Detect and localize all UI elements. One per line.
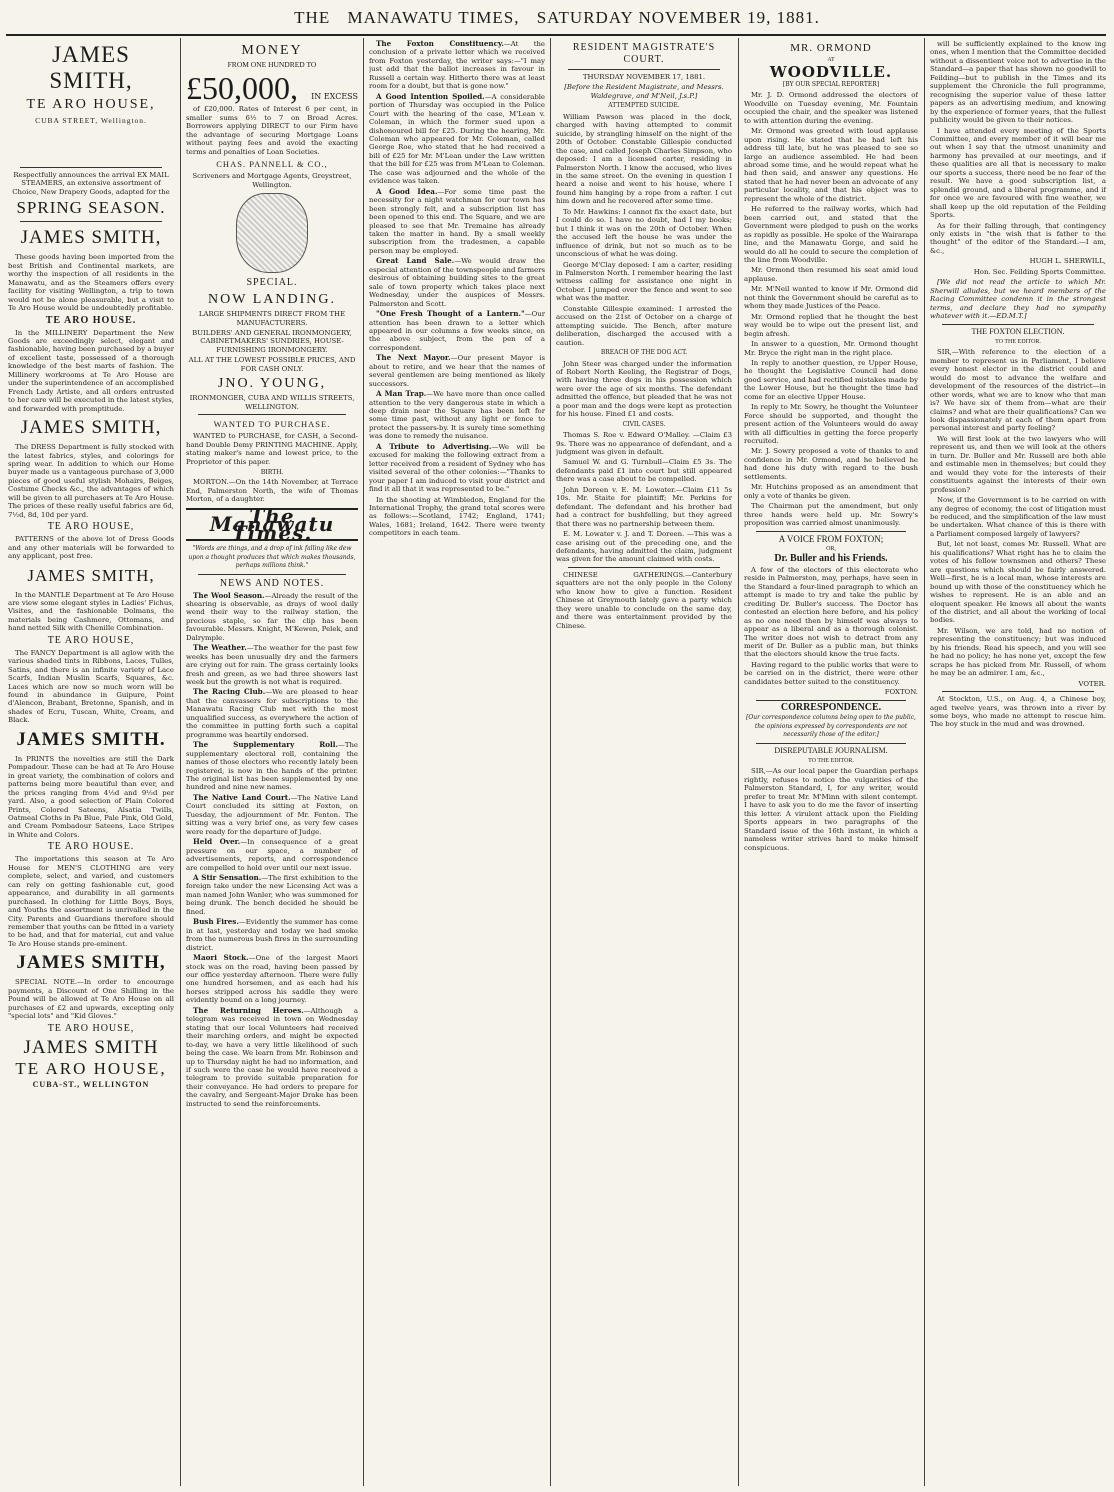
- letter-text: I have attended every meeting of the Sports Committee, and every member of it will bear me out when I say that the utmost unanimity and harmony has prevailed at our meetings, and if these qualities are all that is necessary to make our sports a success, there need be no fear of the result. We have a good subscription list, a splendid ground, and a liberal programme, and if for once we are favoured with fine weather, we shall keep up the old reputation of the Feilding Sports.: [930, 126, 1106, 220]
- separator: [756, 700, 906, 701]
- editor-note: [Our correspondence columns being open to the public, the opinions expressed by correspondents are not necessarily those of the editor.]: [746, 714, 916, 739]
- section-heading: WOODVILLE.: [769, 63, 893, 82]
- letter-text: We will first look at the two lawyers who will represent us, and then we will look at the others in turn. Dr. Buller and Mr. Russell are both able and estimable men in themselves; but could they and would they vote for the interests of their constituents against the interests of their own profession?: [930, 434, 1106, 494]
- report-text: In reply to Mr. Sowry, he thought the Volunteer Force should be supported, and thought the present action of the Volunteers would do away with all difficulties in getting the force properly recruited.: [744, 403, 918, 446]
- report-text: CHINESE GATHERINGS.—Canterbury squatters are not the only people in the Colony who know how to give a function. Resident Chinese at Greymouth lately gave a party which they were unable to conclude on the same day, and there was entertainment provided by the Chinese.: [556, 570, 732, 630]
- ad-text: BUILDERS' AND GENERAL IRONMONGERY, CABINETMAKERS' SUNDRIES, HOUSE-FURNISHING IRONMONGERY.: [192, 328, 352, 354]
- news-headline: "One Fresh Thought of a Lantern.": [376, 309, 525, 319]
- ad-text: In PRINTS the novelties are still the Dark Pompadour. These can be had at Te Aro House in great variety, the combination of colors and patterns being more beautiful than ever, and the prices ranging from 4½d and 9½d per yard. Also, a good selection of Plain Colored Prints, Colored Sateens, Alsatia Twills, Oatmeal Cloths in Pa Blue, Pale Pink, Old Gold, and Cream Pombadour Sateens, Lace Stripes in White and Colors.: [8, 754, 174, 839]
- column-divider: [550, 38, 551, 1486]
- ad-text: The FANCY Department is all aglow with the various shaded tints in Ribbons, Laces, Tulles, Satins, and there is an infinite variety of Lace Scarfs, Indian Muslin Scarfs, Squares, &c. Laces which are now so much worn will be found in abundance in Guipure, Point d'Alencon, Brabant, Bretonne, Spanish, and in shades of Ecru, Tuscan, White, Cream, and Black.: [8, 648, 174, 725]
- ad-subheading: IN EXCESS: [311, 92, 358, 102]
- news-item: [369, 257, 545, 308]
- news-item: [369, 310, 545, 352]
- news-headline: Held Over.: [193, 837, 241, 847]
- news-item: [186, 918, 358, 952]
- news-text: At Stockton, U.S., on Aug. 4, a Chinese boy, aged twelve years, was thrown into a river by some boys, who made no attempt to rescue him. The boy stuck in the mud and was drowned.: [930, 695, 1106, 729]
- ad-heading: TE ARO HOUSE,: [15, 1058, 167, 1078]
- separator: [198, 414, 346, 415]
- news-item: [369, 354, 545, 388]
- news-headline: The Next Mayor.: [376, 353, 451, 363]
- report-text: The Chairman put the amendment, but only three hands were held up. Mr. Sowry's proposition was carried almost unanimously.: [744, 502, 918, 528]
- letter-text: SIR,—With reference to the election of a member to represent us in Parliament, I believe every honest elector in the district could and would do most to advance the welfare and development of the resources of the district—in other words, what we are to know who that man is? We have six of them from—what are their claims? and what are their qualifications? Can we look dispassionately at each of them apart from personal interest and party feeling?: [930, 348, 1106, 433]
- masthead-left: THE: [294, 8, 331, 27]
- section-heading: RESIDENT MAGISTRATE'S COURT.: [572, 42, 716, 65]
- ad-text: Scriveners and Mortgage Agents, Greystreet, Wellington.: [192, 172, 352, 189]
- news-headline: A Good Idea.: [376, 186, 438, 196]
- column-divider: [738, 38, 739, 1486]
- report-text: Mr. Ormond then resumed his seat amid loud applause.: [744, 266, 918, 283]
- letter-heading: THE FOXTON ELECTION.: [971, 326, 1065, 336]
- letter-text: SIR,—As our local paper the Guardian perhaps rightly, refuses to notice the vulgarities of the Palmerston Standard, I, for any writer, would prefer to treat Mr. M'Minn with silent contempt. I have to ask you to do me the favor of inserting this letter. A virulent attack upon the Fielding Sports appears in two paragraphs of the Standard issue of the 16th instant, in which a nameless writer strives hard to make himself conspicuous.: [744, 767, 918, 852]
- column-1: [8, 40, 174, 1486]
- separator: [942, 691, 1094, 692]
- news-item: [186, 592, 358, 643]
- separator: [942, 324, 1094, 325]
- court-note: [Before the Resident Magistrate, and Messrs. Waldegrave, and M'Neil, J.s.P.]: [564, 83, 724, 100]
- signature: HUGH L. SHERWILL,: [1029, 257, 1106, 266]
- separator: [20, 221, 162, 222]
- ad-heading: SPRING SEASON.: [16, 198, 166, 218]
- section-heading: A VOICE FROM FOXTON;: [778, 533, 884, 544]
- letter-heading: DISREPUTABLE JOURNALISM.: [774, 745, 888, 755]
- report-text: Mr. J. Sowry proposed a vote of thanks to and confidence in Mr. Ormond, and he believed he had done his duty with regard to the bush settlements.: [744, 447, 918, 481]
- byline: [BY OUR SPECIAL REPORTER]: [782, 80, 880, 88]
- column-6: [930, 40, 1106, 1486]
- news-text: —At the conclusion of a private letter which we received from Foxton yesterday, the writer says:—"I may just add that the ballot increases in favour in Russell a certain way. Hitherto there was at least room for a doubt, but that is gone now.": [369, 40, 545, 91]
- court-date: THURSDAY NOVEMBER 17, 1881.: [582, 73, 706, 81]
- news-item: [186, 741, 358, 792]
- section-subheading: AT: [827, 57, 835, 63]
- ad-text: In the MILLINERY Department the New Goods are exceedingly select, elegant and fashionable, having been purchased by a buyer of excellent taste, possessed of a thorough knowledge of the best marts of fashion. The Millinery workrooms at Te Aro House are under the superintendence of an accomplished French Lady Artiste, and all orders entrusted to her care will be executed in the latest styles, and forwarded with promptitude.: [8, 328, 174, 413]
- news-headline: A Man Trap.: [376, 389, 427, 399]
- signature: FOXTON.: [884, 688, 918, 697]
- news-item: [369, 93, 545, 186]
- ad-heading: TE ARO HOUSE,: [47, 1022, 135, 1034]
- separator: [756, 531, 906, 532]
- report-text: Mr. J. D. Ormond addressed the electors of Woodville on Tuesday evening, Mr. Fountain occupied the chair, and the speaker was listened to with attention during the evening.: [744, 91, 918, 125]
- letter-salutation: TO THE EDITOR.: [808, 757, 854, 764]
- ad-text: IRONMONGER, CUBA AND WILLIS STREETS, WELLINGTON.: [189, 394, 355, 411]
- report-text: In reply to another question, re Upper House, he thought the Legislative Council had done good service, and had rectified mistakes made by the Lower House, but he thought the time had come for an elective Upper House.: [744, 358, 918, 401]
- report-text: Mr. Ormond replied that he thought the best way would be to wipe out the present list, and begin afresh.: [744, 312, 918, 338]
- column-divider: [924, 38, 925, 1486]
- news-text: —Evidently the summer has come in at last, yesterday and today we had smoke from the numerous bush fires in the surrounding district.: [186, 918, 358, 952]
- news-text: —A considerable portion of Thursday was occupied in the Police Court with the hearing of the case, M'Lean v. Coleman, in which the former sued upon a dishonoured bill for £25. During the hearing, Mr. Coleman who appeared for Mr. Coleman, called George Roe, who stated that he had received a bill of £25 for Mr. M'Lean under the Law written that the bill for £25 was from M'Lean to Coleman. The case was adjourned and the whole of the evidence was taken.: [369, 92, 545, 186]
- report-text: George M'Clay deposed: I am a carter, residing in Palmerston North. I remember hearing the last witness calling for assistance one night in October. I jumped over the fence and went to see what was the matter.: [556, 260, 732, 303]
- news-item: [186, 874, 358, 916]
- ad-heading: JNO. YOUNG,: [217, 376, 327, 392]
- ad-text: PATTERNS of the above lot of Dress Goods and any other materials will be forwarded to any applicant, post free.: [8, 535, 174, 561]
- ad-heading: JAMES SMITH: [23, 1036, 159, 1058]
- newspaper-logo: The Manawatu Times.: [186, 508, 358, 541]
- news-item: [369, 188, 545, 256]
- section-heading: MR. ORMOND: [790, 42, 872, 54]
- ad-text: The DRESS Department is fully stocked with the latest fabrics, styles, and colorings for spring wear. In addition to which our Home buyer made us a vantageous purchase of 3,000 pieces of good useful stylish Mohairs, Beiges, Costume Checks &c., the advantages of which will be given to all purchasers at Te Aro House. The prices of these really useful fabrics are 6d, 7½d, 8d, 10d per yard.: [8, 443, 174, 519]
- news-item: [186, 954, 358, 1005]
- news-text: —We have more than once called attention to the very dangerous state in which a deep drain near the Square has been left for some time past, without any light or fence to protect the passers-by. It is surely time something was done to remedy the nuisance.: [369, 390, 545, 441]
- case-heading: ATTEMPTED SUICIDE.: [608, 102, 680, 110]
- report-text: Mr. Ormond was greeted with loud applause upon rising. He stated that he had left his address till late, but he was pleased to see so large an audience assembled. He had been abroad some time, and he would repeat what he had then said, and answer any questions. He stated that he had never been an advocate of any particular locality, and that his object was to represent the whole of the district.: [744, 127, 918, 203]
- news-item: [186, 838, 358, 872]
- letter-text: Now, if the Government is to be carried on with any degree of economy, the cost of litigation must be reduced, and the simplification of the law must be undertaken. What chance of this is there with a Parliament composed largely of lawyers?: [930, 496, 1106, 538]
- notice-heading: BIRTH.: [260, 467, 284, 476]
- ad-text: In the MANTLE Department at Te Aro House are view some elegant styles in Ladies' Fichus, Visites, and the fashionable Dolmans, the materials being Cashmere, Ottomans, and hand netted Silk with Chenille Combination.: [8, 590, 174, 633]
- ad-text: These goods having been imported from the best British and Continental markets, are worthy the inspection of all residents in the Manawatu, and as the Steamers offers every facility for visiting Wellington, a trip to town would not be alone pleasurable, but a visit to Te Aro House would be undoubtedly profitable.: [8, 253, 174, 313]
- report-text: To Mr. Hawkins: I cannot fix the exact date, but I could do so. I have no doubt, had I my books; but I think it was on the 20th of October. When the accused left the house he was under the influence of drink, but not so much as to be unconscious of what he was doing.: [556, 207, 732, 259]
- news-headline: The Weather.: [193, 643, 247, 653]
- news-text: In the shooting at Wimbledon, England for the International Trophy, the grand total scores were as follows:—Scotland, 1742; England, 1741; Wales, 1681; Ireland, 1642. There were twenty competitors in each team.: [369, 495, 545, 538]
- separator: [756, 743, 906, 744]
- column-divider: [180, 38, 181, 1486]
- news-headline: A Good Intention Spoiled.: [376, 91, 485, 101]
- news-text: —The first exhibition to the foreign take under the new Licensing Act was a man named John Wanler, who was summoned for being drunk. The bench decided he should be fined.: [186, 874, 358, 916]
- separator: [198, 574, 346, 575]
- report-text: William Pawson was placed in the dock, charged with having attempted to commit suicide, by strangling himself on the night of the 20th of October. Constable Gillespie conducted the case, and called Joseph Charles Simpson, who deposed: I am a licensed carter, residing in Palmerston North. I know the accused, who lives in the same street. On the evening in question I heard a noise and went to his house, where I found him hanging by a rope from a rafter. I cut him down and he recovered after some time.: [556, 112, 732, 206]
- report-text: A few of the electors of this electorate who reside in Palmerston, may, perhaps, have seen in the Standard a four-lined paragraph to which an attempt is made to try and take the public by crediting Dr. Buller's success. The Doctor has contested an election here before, and his policy as no one need then by himself was always to appear as a liberal and as a thorough colonist. The writer does not wish to detract from any merit of Dr. Buller as a public man, but thinks that the electors should know the true facts.: [744, 565, 918, 659]
- column-4: [556, 40, 732, 1486]
- ad-text: Respectfully announces the arrival EX MAIL STEAMERS, an extensive assortment of Choice, New Drapery Goods, adapted for the: [12, 171, 170, 196]
- news-text: —Although a telegram was received in town on Wednesday stating that our local Volunteers had received their marching orders, and might be expected to-day, we have a very little likelihood of such being the case. We learn from Mr. Robinson and up to Thursday night he had no information, and if such were the case he would have received a telegram to provide suitable preparation for their conveyance. He had orders to prepare for the cavalry, and Sergeant-Major Drake has been instructed to send the reinforcements.: [186, 1006, 358, 1108]
- news-text: —We would draw the especial attention of the townspeople and farmers desirous of obtaining building sites to the great sale of town property which takes place next Wednesday, under the auspices of Messrs. Palmerston and Scott.: [369, 257, 545, 308]
- news-text: —We are pleased to hear that the canvassers for subscriptions to the Manawatu Racing Club met with the most unqualified success, as everywhere the action of the committee in putting forth such a capital programme was heartily endorsed.: [186, 688, 358, 739]
- news-headline: Great Land Sale.: [376, 256, 455, 266]
- ad-text: The importations this season at Te Aro House for MEN'S CLOTHING are very complete, select, and varied, and customers can rely on getting fashionable cut, good appearance, and durability in all garments purchased. In clothing for Little Boys, Boys, and Youths the assortment is unrivalled in the City. Parents and Guardians therefore should remember that youths can be fitted in a variety to be had, and that for material, cut and value Te Aro House stands pre-eminent.: [8, 855, 174, 948]
- case-heading: CIVIL CASES.: [622, 420, 666, 428]
- news-item: [186, 644, 358, 686]
- case-heading: BREACH OF THE DOG ACT.: [600, 349, 688, 357]
- section-heading: NEWS AND NOTES.: [219, 577, 325, 589]
- ad-heading: WANTED TO PURCHASE.: [213, 419, 331, 430]
- news-headline: A Tribute to Advertising.: [376, 441, 492, 451]
- news-text: —Already the result of the shearing is observable, as drays of wool daily wend their way to the railway station, the precious staple, so far the clip has been favourable. Messrs. Knight, M'Kewen, Pelek, and Dalrymple.: [186, 591, 358, 642]
- section-heading: CORRESPONDENCE.: [780, 701, 882, 713]
- news-headline: The Foxton Constituency.: [376, 40, 504, 48]
- column-3: [369, 40, 545, 1486]
- news-text: —For some time past the necessity for a night watchman for our town has been strongly felt, and a subscription list has been opened to this end. The Square, and we are pleased to see that Mr. Tremaine has already taken the matter in hand. By a small weekly subscription from the tradesmen, a capable person may be employed.: [369, 187, 545, 255]
- ad-text: of £20,000. Rates of Interest 6 per cent, in smaller sums 6½ to 7 on Broad Acres. Borrowers applying DIRECT to our Firm have the advantage of securing Mortgage Loans without paying fees and avoid the exacting terms and penalties of Loan Societies.: [186, 105, 358, 156]
- report-text: Thomas S. Roe v. Edward O'Malley. —Claim £3 9s. There was no appearance of defendant, and a judgment was given in default.: [556, 431, 732, 457]
- news-item: [369, 443, 545, 494]
- news-text: —In consequence of a great pressure on our space, a number of advertisements, reports, and correspondence are compelled to hold over until our next issue.: [186, 838, 358, 872]
- ad-subheading: CUBA STREET, Wellington.: [35, 116, 147, 125]
- ad-heading: TE ARO HOUSE.: [47, 841, 135, 853]
- amount-line: [186, 71, 358, 105]
- ad-heading: JAMES SMITH,: [49, 42, 133, 93]
- ad-text: ALL AT THE LOWEST POSSIBLE PRICES, AND FOR CASH ONLY.: [188, 356, 356, 373]
- news-headline: A Stir Sensation.: [193, 873, 262, 882]
- news-text: —The supplementary electoral roll, containing the names of those electors who recently lately been registered, is now in the hands of the printer. The original list has been supplemented by one hundred and nine new names.: [186, 741, 358, 792]
- report-text: Mr. M'Neil wanted to know if Mr. Ormond did not think the Government should be careful as to whom they made Justices of the Peace.: [744, 285, 918, 311]
- column-divider: [363, 38, 364, 1486]
- news-text: —The weather for the past few weeks has been unusually dry and the farmers are crying out for rain. The grass certainly looks fresh and green, as we had three showers last week but the growth is not what is required.: [186, 644, 358, 687]
- ad-heading: CHAS. PANNELL & CO.,: [216, 159, 328, 170]
- letter-text: But, let not least, comes Mr. Russell. What are his qualifications? What right has he to claim the votes of his fellow townsmen and others? These are questions which should be fairly answered. Well—first, he is a local man, whose interests are bound up with those of the constituency which he wishes to represent. He is an able and an eloquent speaker. He knows all about the wants of the district, and all about the working of local bodies.: [930, 540, 1106, 625]
- notice-text: MORTON.—On the 14th November, at Terrace End, Palmerston North, the wife of Thomas Morton, of a daughter.: [186, 478, 358, 504]
- ad-text: LARGE SHIPMENTS DIRECT FROM THE MANUFACTURERS.: [198, 310, 346, 327]
- report-text: He referred to the railway works, which had been carried out, and stated that the Government were pledged to push on the works as rapidly as possible. He spoke of the Wairarapa line, and the Manawatu Gorge, and said he would do all he could to secure the completion of the line from Woodville.: [744, 205, 918, 264]
- report-text: Having regard to the public works that were to be carried on in the district, there were other candidates better suited to the constituency.: [744, 660, 918, 686]
- ad-heading: TE ARO HOUSE,: [47, 634, 135, 646]
- news-item: [369, 40, 545, 91]
- news-headline: The Supplementary Roll.: [193, 740, 338, 750]
- news-headline: The Wool Season.: [193, 590, 265, 600]
- newspaper-motto: "Words are things, and a drop of ink falling like dew upon a thought produces that which makes thousands, perhaps millions think.": [188, 545, 356, 570]
- ad-text: SPECIAL NOTE.—In order to encourage payments, a Discount of One Shilling in the Pound will be allowed at Te Aro House on all purchases of £2 and upwards, excepting only "special lots" and "Kid Gloves.": [8, 978, 174, 1021]
- separator: [20, 167, 162, 168]
- news-text: —Our attention has been drawn to a letter which appeared in our columns a few weeks since, on the above subject, from the pen of a correspondent.: [369, 310, 545, 352]
- report-text: Samuel W. and G. Turnbull—Claim £5 3s. The defendants paid £1 into court but still appeared there was a case about to be compelled.: [556, 458, 732, 484]
- news-item: [186, 794, 358, 836]
- news-headline: The Returning Heroes.: [193, 1005, 304, 1015]
- letter-text: As for their falling through, that contingency only exists in "the wish that is father to the thought" of the editor of the Standard.—I am, &c.,: [930, 221, 1106, 255]
- ad-heading: NOW LANDING.: [208, 292, 336, 308]
- coat-of-arms-emblem: [236, 193, 308, 273]
- top-rule: [6, 34, 1106, 36]
- news-item: [369, 390, 545, 441]
- separator: [568, 69, 720, 70]
- news-headline: The Native Land Court.: [193, 792, 291, 802]
- ad-subheading: CUBA-ST., WELLINGTON: [32, 1079, 150, 1089]
- news-headline: The Racing Club.: [193, 687, 266, 697]
- separator: [568, 567, 720, 568]
- news-text: —One of the largest Maori stock was on the road, having been passed by our office yesterday afternoon. There were fully one hundred horsemen, and as each had his horses stripped across his saddle they were evidently bound on a long journey.: [186, 954, 358, 1005]
- masthead-title: MANAWATU TIMES,: [347, 8, 520, 27]
- ad-text: WANTED to PURCHASE, for CASH, a Second-hand Double Demy PRINTING MACHINE. Apply, stating maker's name and lowest price, to the Proprietor of this paper.: [186, 432, 358, 466]
- report-text: Mr. Hutchins proposed as an amendment that only a vote of thanks be given.: [744, 483, 918, 500]
- section-subheading: OR,: [826, 546, 836, 553]
- ad-heading: JAMES SMITH,: [27, 565, 155, 585]
- news-text: —The Native Land Court concluded its sitting at Foxton, on Tuesday, the adjournment of Mr. Fenton. The sitting was a very brief one, as very few cases were ready for the departure of Judge.: [186, 793, 358, 836]
- report-text: In answer to a question, Mr. Ormond thought Mr. Bryce the right man in the right place.: [744, 340, 918, 357]
- ad-heading: TE ARO HOUSE.: [45, 314, 137, 326]
- masthead-date: SATURDAY NOVEMBER 19, 1881.: [536, 8, 820, 27]
- letter-text: will be sufficiently explained to the know ing ones, when I mention that the Committee decided without a dissentient voice not to advertise in the Standard—a paper that has shown no goodwill to Feilding—but to publish in the Times and its supplement the Chronicle the full programme, recognising the superior value of these latter papers as an advertising medium, and knowing by the experience of former years, that the fullest publicity would be given to their notices.: [930, 40, 1106, 125]
- editor-note: [We did not read the article to which Mr. Sherwill alludes, but we heard members of the Racing Committee condemn it in the strongest terms, and declare they had no sympathy whatever with it.—ED.M.T.]: [930, 278, 1106, 321]
- ad-heading: JAMES SMITH,: [16, 952, 166, 974]
- masthead: [0, 8, 1114, 34]
- news-headline: Bush Fires.: [193, 917, 239, 927]
- letter-salutation: TO THE EDITOR.: [995, 338, 1041, 345]
- ad-subheading: FROM ONE HUNDRED TO: [227, 60, 317, 69]
- ad-amount: £50,000,: [186, 70, 298, 107]
- signature-title: Hon. Sec. Feilding Sports Committee.: [973, 267, 1106, 276]
- ad-heading: TE ARO HOUSE,: [26, 97, 156, 112]
- report-text: E. M. Lowater v. J. and T. Doreen. —This was a case arising out of the preceding one, and the defendants, having admitted the claim, judgment was given for the amount claimed with costs.: [556, 530, 732, 564]
- news-item: [186, 1007, 358, 1108]
- column-2: [186, 40, 358, 1486]
- section-heading: Dr. Buller and his Friends.: [774, 553, 888, 565]
- ad-heading: MONEY: [241, 43, 303, 58]
- news-headline: Maori Stock.: [193, 953, 249, 963]
- ad-heading: JAMES SMITH,: [20, 227, 162, 249]
- news-text: —We will be excused for making the following extract from a letter received from a resident of Sydney who has visited several of the other colonies:—"Thanks to your paper I am induced to visit your district and find it all that it was represented to be.": [369, 442, 545, 494]
- ad-heading: JAMES SMITH.: [16, 728, 166, 750]
- ad-heading: TE ARO HOUSE,: [47, 521, 135, 533]
- ad-heading: SPECIAL.: [246, 277, 298, 289]
- news-text: —Our present Mayor is about to retire, and we hear that the names of several gentlemen are being mentioned as likely successors.: [369, 354, 545, 388]
- report-text: John Doreen v. E. M. Lowater.—Claim £11 5s 10s. Mr. Staite for plaintiff; Mr. Perkins for defendant. The defendant and his brother had had a contract for bushfelling, but they agreed that there was no partnership between them.: [556, 485, 732, 528]
- report-text: Constable Gillespie examined: I arrested the accused on the 21st of October on a charge of attempting suicide. The Bench, after mature deliberation, discharged the accused with a caution.: [556, 304, 732, 347]
- signature: VOTER.: [1078, 679, 1106, 688]
- letter-text: Mr. Wilson, we are told, had no notion of representing the constituency; but was induced by his friends. Read his speech, and you will see he had no policy; he has none yet, except the few scraps he has picked from Mr. Russell, of whom he may be an admirer. I am, &c.,: [930, 626, 1106, 678]
- ad-heading: JAMES SMITH,: [20, 417, 162, 439]
- report-text: John Steer was charged under the information of Robert North Keeling, the Registrar of Dogs, with having three dogs in his possession which were over the age of six months. The defendant admitted the offence, but pleaded that he was not a poor man and the dogs were kept as protection for his house. Fined £1 and costs.: [556, 359, 732, 419]
- news-item: [186, 688, 358, 739]
- column-5: [744, 40, 918, 1486]
